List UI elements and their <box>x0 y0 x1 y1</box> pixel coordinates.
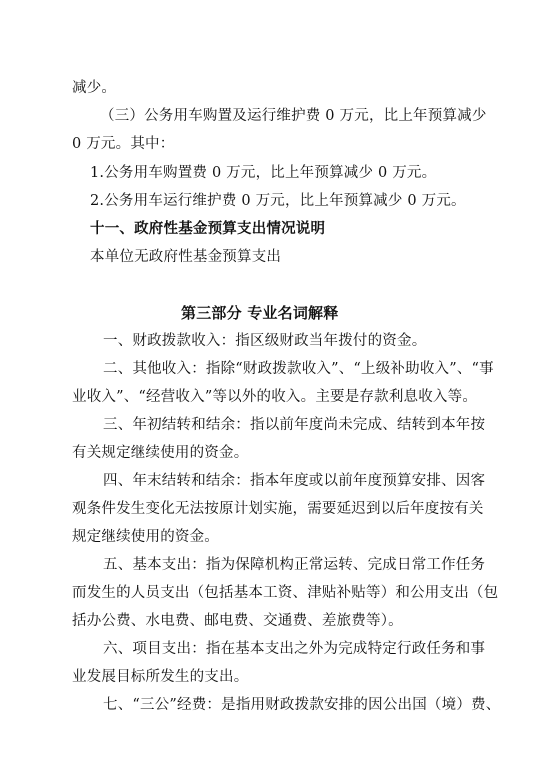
text-line: 业收入”、“经营收入”等以外的收入。主要是存款利息收入等。 <box>72 389 478 405</box>
text-line: 观条件发生变化无法按原计划实施，需要延迟到以后年度按有关 <box>72 501 484 517</box>
text-line: 二、其他收入：指除“财政拨款收入”、“上级补助收入”、“事 <box>103 361 494 377</box>
text-line: 业发展目标所发生的支出。 <box>72 669 249 685</box>
text-line: 而发生的人员支出（包括基本工资、津贴补贴等）和公用支出（包 <box>72 585 499 601</box>
text-line: 2.公务用车运行维护费 0 万元，比上年预算减少 0 万元。 <box>90 193 466 209</box>
part-title: 第三部分 专业名词解释 <box>181 304 339 322</box>
text-line: 1.公务用车购置费 0 万元，比上年预算减少 0 万元。 <box>90 165 437 181</box>
text-line: （三）公务用车购置及运行维护费 0 万元，比上年预算减少 <box>100 108 487 124</box>
text-line: 本单位无政府性基金预算支出 <box>90 249 282 265</box>
text-line: 一、财政拨款收入：指区级财政当年拨付的资金。 <box>103 333 427 349</box>
text-line: 括办公费、水电费、邮电费、交通费、差旅费等）。 <box>72 613 403 629</box>
text-line: 六、项目支出：指在基本支出之外为完成特定行政任务和事 <box>103 641 486 657</box>
text-line: 有关规定继续使用的资金。 <box>72 445 249 461</box>
section-heading: 十一、政府性基金预算支出情况说明 <box>90 221 326 237</box>
text-line: 四、年末结转和结余：指本年度或以前年度预算安排、因客 <box>103 473 486 489</box>
text-line: 七、“三公”经费：是指用财政拨款安排的因公出国（境）费、 <box>103 697 501 713</box>
text-line: 五、基本支出：指为保障机构正常运转、完成日常工作任务 <box>103 557 486 573</box>
text-line: 减少。 <box>72 80 117 96</box>
text-line: 规定继续使用的资金。 <box>72 529 219 545</box>
text-line: 0 万元。其中： <box>72 136 175 152</box>
text-line: 三、年初结转和结余：指以前年度尚未完成、结转到本年按 <box>103 417 486 433</box>
